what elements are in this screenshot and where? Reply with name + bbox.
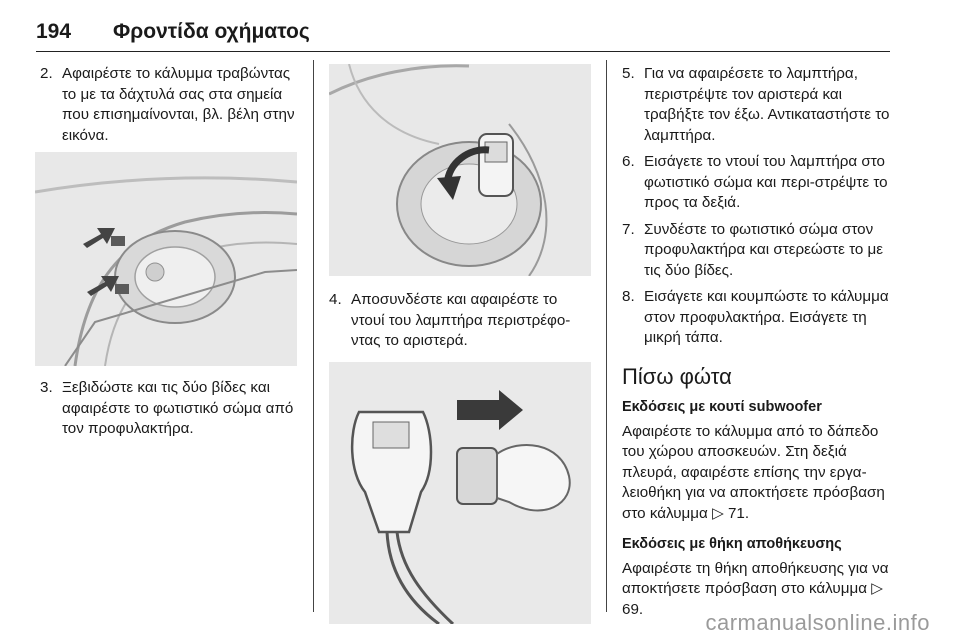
header-rule	[36, 51, 890, 52]
step-8	[622, 287, 892, 349]
subheading-storage: Εκδόσεις με θήκη αποθήκευσης	[622, 536, 842, 552]
subheading-subwoofer: Εκδόσεις με κουτί subwoofer	[622, 399, 822, 415]
step-text: Αποσυνδέστε και αφαιρέστε το ντουί του λαμπτήρα περιστρέφο-ντας το αριστερά.	[351, 291, 571, 349]
step-7	[622, 220, 892, 282]
page-header	[36, 20, 310, 52]
watermark: carmanualsonline.info	[705, 610, 930, 635]
page-reference[interactable]: 69.	[622, 600, 644, 618]
step-4	[329, 290, 591, 352]
fog-lamp-cover-illustration	[35, 152, 297, 366]
page-number: 194	[36, 20, 72, 43]
step-2	[40, 64, 302, 146]
column-2	[329, 64, 591, 624]
paragraph-text: Αφαιρέστε τη θήκη αποθήκευσης για να αποκτήσετε πρόσβαση στο κάλυμμα	[622, 559, 889, 597]
lamp-socket-rotation-illustration	[329, 64, 591, 276]
column-divider-1	[313, 60, 314, 612]
column-1	[40, 64, 302, 446]
step-number: 8.	[622, 288, 635, 305]
page-title: Φροντίδα οχήματος	[113, 20, 310, 43]
step-text: Ξεβιδώστε και τις δύο βίδες και αφαιρέστε το φωτιστικό σώμα από τον προφυλακτήρα.	[62, 379, 294, 437]
bulb-and-socket-drawing	[329, 362, 591, 624]
section-title: Πίσω φώτα	[622, 363, 732, 389]
step-6	[622, 152, 892, 214]
page-reference[interactable]: 71.	[727, 504, 750, 522]
page-reference-icon[interactable]: ▷	[871, 580, 883, 597]
bulb-removal-illustration	[329, 362, 591, 624]
step-text: Για να αφαιρέσετε το λαμπτήρα, περιστρέψτε τον αριστερά και τραβήξτε τον έξω. Αντικαταστήστε το λαμπτήρα.	[644, 65, 890, 144]
step-3	[40, 378, 302, 440]
step-number: 6.	[622, 153, 635, 170]
page-reference-icon[interactable]: ▷	[712, 504, 724, 522]
paragraph-text: Αφαιρέστε το κάλυμμα από το δάπεδο του χώρου αποσκευών. Στη δεξιά πλευρά, αφαιρέστε επίσης την εργα-λειοθήκη για να αποκτήσετε πρόσβαση στο κάλυμμα	[622, 422, 885, 522]
step-5	[622, 64, 892, 146]
step-text: Αφαιρέστε το κάλυμμα τραβώντας το με τα δάχτυλά σας στα σημεία που επισημαίνονται, βλ. βέλη στην εικόνα.	[62, 65, 295, 144]
step-number: 3.	[40, 379, 53, 396]
lamp-housing-drawing	[329, 64, 591, 276]
step-number: 2.	[40, 65, 53, 82]
column-3	[622, 64, 892, 630]
step-text: Συνδέστε το φωτιστικό σώμα στον προφυλακτήρα και στερεώστε το με τις δύο βίδες.	[644, 220, 884, 279]
step-number: 4.	[329, 291, 342, 308]
paragraph-subwoofer	[622, 422, 892, 525]
step-text: Εισάγετε το ντουί του λαμπτήρα στο φωτιστικό σώμα και περι-στρέψτε το προς τα δεξιά.	[644, 153, 888, 211]
step-text: Εισάγετε και κουμπώστε το κάλυμμα στον προφυλακτήρα. Εισάγετε τη μικρή τάπα.	[644, 288, 889, 346]
step-number: 5.	[622, 65, 635, 82]
bumper-cover-drawing	[35, 152, 297, 366]
step-number: 7.	[622, 220, 635, 238]
column-divider-2	[606, 60, 607, 612]
